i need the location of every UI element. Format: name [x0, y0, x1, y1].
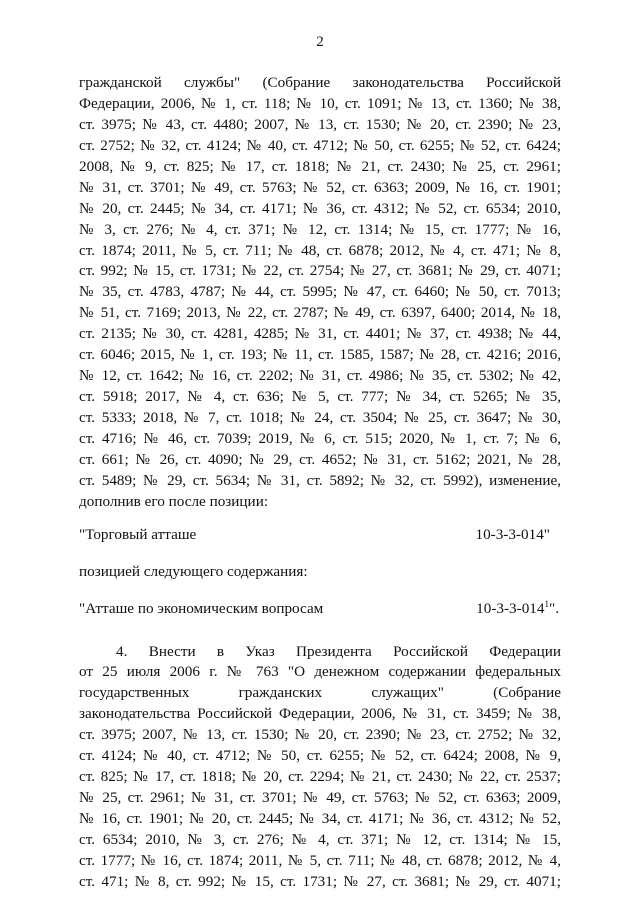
- text-line: ст. 1777; № 16, ст. 1874; 2011, № 5, ст. 711; № 48, ст. 6878; 2012, № 4,: [79, 851, 561, 869]
- text-line: ст. 471; № 8, ст. 992; № 15, ст. 1731; № 27, ст. 3681; № 29, ст. 4071;: [79, 872, 561, 890]
- text-line: 4. Внести в Указ Президента Российской Федерации: [116, 642, 561, 660]
- text-line: № 35, ст. 4783, 4787; № 44, ст. 5995; № 47, ст. 6460; № 50, ст. 7013;: [79, 283, 561, 301]
- text-line: от 25 июля 2006 г. № 763 "О денежном содержании федеральных: [79, 663, 561, 681]
- paragraph-amendment-3: [79, 73, 561, 513]
- paragraph-amendment-4: [79, 642, 561, 893]
- text-line: ст. 3975; № 43, ст. 4480; 2007, № 13, ст. 1530; № 20, ст. 2390; № 23,: [79, 115, 561, 133]
- position-new-title: "Атташе по экономическим вопросам: [79, 599, 324, 617]
- text-line: государственных гражданских служащих" (Собрание: [79, 684, 561, 702]
- text-line: ст. 5918; 2017, № 4, ст. 636; № 5, ст. 777; № 34, ст. 5265; № 35,: [79, 388, 561, 406]
- position-new-tail: ".: [549, 599, 559, 617]
- text-line: ст. 3975; 2007, № 13, ст. 1530; № 20, ст. 2390; № 23, ст. 2752; № 32,: [79, 726, 561, 744]
- text-line: № 51, ст. 7169; 2013, № 22, ст. 2787; № 49, ст. 6397, 6400; 2014, № 18,: [79, 304, 561, 322]
- text-line: ст. 6534; 2010, № 3, ст. 276; № 4, ст. 371; № 12, ст. 1314; № 15,: [79, 830, 561, 848]
- text-line: ст. 825; № 17, ст. 1818; № 20, ст. 2294; № 21, ст. 2430; № 22, ст. 2537;: [79, 768, 561, 786]
- text-line: ст. 5333; 2018, № 7, ст. 1018; № 24, ст. 3504; № 25, ст. 3647; № 30,: [79, 409, 561, 426]
- text-line: ст. 6046; 2015, № 1, ст. 193; № 11, ст. 1585, 1587; № 28, ст. 4216; 2016,: [79, 346, 561, 364]
- text-line: ст. 5489; № 29, ст. 5634; № 31, ст. 5892; № 32, ст. 5992), изменение,: [79, 471, 561, 489]
- text-line: ст. 2752; № 32, ст. 4124; № 40, ст. 4712; № 50, ст. 6255; № 52, ст. 6424;: [79, 136, 561, 154]
- text-line: № 20, ст. 2445; № 34, ст. 4171; № 36, ст. 4312; № 52, ст. 6534; 2010,: [79, 199, 561, 217]
- position-old-code: 10-3-3-014": [475, 525, 550, 543]
- text-line: ст. 661; № 26, ст. 4090; № 29, ст. 4652; № 31, ст. 5162; 2021, № 28,: [79, 450, 561, 468]
- text-line: законодательства Российской Федерации, 2006, № 31, ст. 3459; № 38,: [79, 705, 561, 723]
- position-old: [79, 525, 561, 546]
- page-number: 2: [316, 34, 324, 50]
- position-new-sup: 1: [544, 598, 549, 609]
- document-body: [79, 73, 561, 893]
- text-line: ст. 2135; № 30, ст. 4281, 4285; № 31, ст. 4401; № 37, ст. 4938; № 44,: [79, 325, 561, 343]
- text-line: ст. 992; № 15, ст. 1731; № 22, ст. 2754; № 27, ст. 3681; № 29, ст. 4071;: [79, 262, 561, 280]
- text-line: № 3, ст. 276; № 4, ст. 371; № 12, ст. 1314; № 15, ст. 1777; № 16,: [79, 220, 561, 238]
- position-new: [79, 599, 561, 620]
- text-line: № 25, ст. 2961; № 31, ст. 3701; № 49, ст. 5763; № 52, ст. 6363; 2009,: [79, 789, 561, 807]
- text-line: гражданской службы" (Собрание законодательства Российской: [79, 74, 561, 91]
- text-line: ст. 4716; № 46, ст. 7039; 2019, № 6, ст. 515; 2020, № 1, ст. 7; № 6,: [79, 429, 561, 447]
- text-line: № 31, ст. 3701; № 49, ст. 5763; № 52, ст. 6363; 2009, № 16, ст. 1901;: [79, 178, 561, 196]
- position-old-title: "Торговый атташе: [79, 525, 197, 543]
- connector-text: позицией следующего содержания:: [79, 562, 308, 580]
- position-new-code-group: [476, 599, 561, 620]
- text-line: № 16, ст. 1901; № 20, ст. 2445; № 34, ст. 4171; № 36, ст. 4312; № 52,: [79, 810, 561, 827]
- position-new-code: 10-3-3-014: [476, 599, 545, 617]
- text-line: № 12, ст. 1642; № 16, ст. 2202; № 31, ст. 4986; № 35, ст. 5302; № 42,: [79, 367, 561, 385]
- text-line: Федерации, 2006, № 1, ст. 118; № 10, ст. 1091; № 13, ст. 1360; № 38,: [79, 94, 561, 112]
- text-line: дополнив его после позиции:: [79, 492, 269, 510]
- text-line: 2008, № 9, ст. 825; № 17, ст. 1818; № 21, ст. 2430; № 25, ст. 2961;: [79, 157, 561, 175]
- text-line: ст. 1874; 2011, № 5, ст. 711; № 48, ст. 6878; 2012, № 4, ст. 471; № 8,: [79, 241, 561, 259]
- text-line: ст. 4124; № 40, ст. 4712; № 50, ст. 6255; № 52, ст. 6424; 2008, № 9,: [79, 747, 561, 765]
